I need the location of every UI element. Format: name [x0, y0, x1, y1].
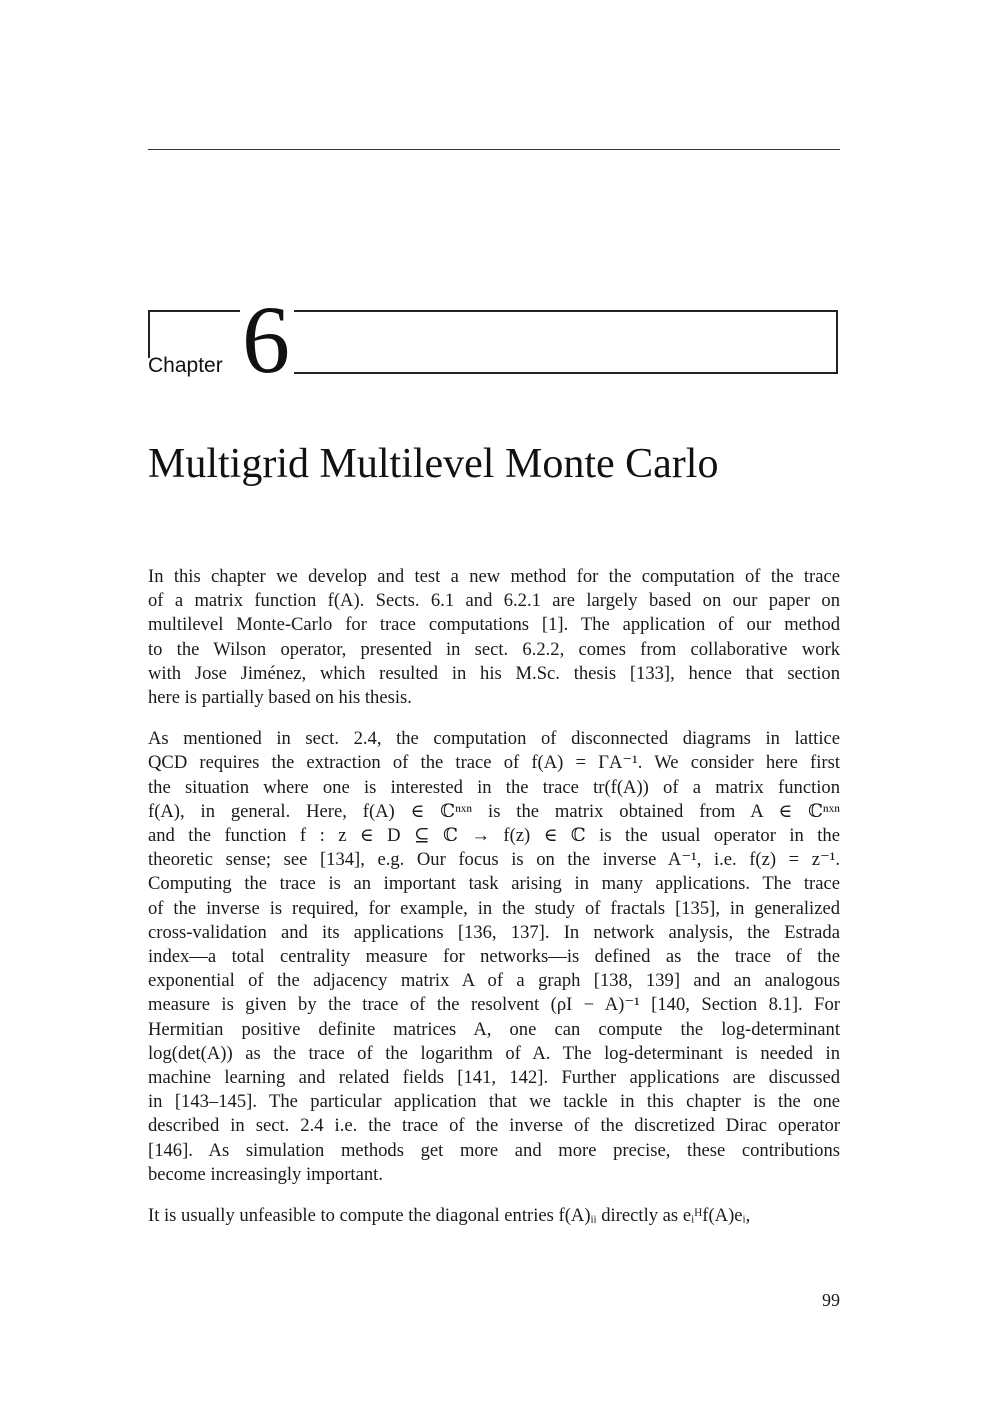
text-line: of the inverse is required, for example, in the study of fractals [135], in generalized	[148, 897, 840, 919]
text-line: in [143–145]. The particular application that we tackle in this chapter is the one	[148, 1091, 840, 1113]
text-line: cross-validation and its applications [136, 137]. In network analysis, the Estrada	[148, 921, 840, 943]
paragraph	[148, 727, 840, 1187]
text-line: Computing the trace is an important task arising in many applications. The trace	[148, 873, 840, 895]
chapter-frame-left-top	[148, 310, 240, 312]
paragraph	[148, 1204, 840, 1228]
chapter-frame-left-side	[148, 310, 150, 358]
text-line: In this chapter we develop and test a new method for the computation of the trace	[148, 566, 840, 587]
chapter-heading	[148, 286, 840, 393]
page-number: 99	[822, 1290, 840, 1310]
text-line: of a matrix function f(A). Sects. 6.1 and 6.2.1 are largely based on our paper on	[148, 590, 840, 612]
text-line: here is partially based on his thesis.	[148, 687, 412, 709]
text-line: It is usually unfeasible to compute the diagonal entries f(A)ᵢᵢ directly as eᵢᴴf(A)eᵢ,	[148, 1205, 751, 1227]
text-line: with Jose Jiménez, which resulted in his M.Sc. thesis [133], hence that section	[148, 662, 840, 684]
text-line: described in sect. 2.4 i.e. the trace of the inverse of the discretized Dirac operator	[148, 1115, 840, 1137]
text-line: Hermitian positive definite matrices A, one can compute the log-determinant	[148, 1018, 840, 1040]
text-line: to the Wilson operator, presented in sect. 6.2.2, comes from collaborative work	[148, 638, 840, 660]
text-line: [146]. As simulation methods get more and more precise, these contributions	[148, 1139, 840, 1161]
text-line: become increasingly important.	[148, 1163, 383, 1185]
header-rule	[148, 149, 840, 150]
text-line: multilevel Monte-Carlo for trace computations [1]. The application of our method	[148, 614, 840, 636]
text-line: f(A), in general. Here, f(A) ∈ ℂⁿˣⁿ is the matrix obtained from A ∈ ℂⁿˣⁿ	[148, 800, 840, 822]
text-line: machine learning and related fields [141, 142]. Further applications are discussed	[148, 1067, 840, 1089]
text-line: exponential of the adjacency matrix A of a graph [138, 139] and an analogous	[148, 970, 840, 992]
text-line: measure is given by the trace of the resolvent (ρI − A)⁻¹ [140, Section 8.1]. For	[148, 994, 840, 1016]
text-line: and the function f : z ∈ D ⊆ ℂ → f(z) ∈ ℂ is the usual operator in the	[148, 825, 840, 847]
text-line: index—a total centrality measure for networks—is defined as the trace of the	[148, 946, 840, 968]
text-line: QCD requires the extraction of the trace of f(A) = ΓA⁻¹. We consider here first	[148, 752, 840, 774]
paragraph	[148, 565, 840, 710]
body-text	[148, 565, 840, 1245]
text-line: log(det(A)) as the trace of the logarithm of A. The log-determinant is needed in	[148, 1042, 840, 1064]
text-line: the situation where one is interested in the trace tr(f(A)) of a matrix function	[148, 776, 840, 798]
chapter-title: Multigrid Multilevel Monte Carlo	[148, 441, 719, 487]
chapter-label: Chapter	[148, 354, 223, 377]
chapter-number: 6	[242, 286, 290, 393]
text-line: As mentioned in sect. 2.4, the computation of disconnected diagrams in lattice	[148, 728, 840, 750]
chapter-frame-right	[294, 310, 838, 374]
text-line: theoretic sense; see [134], e.g. Our focus is on the inverse A⁻¹, i.e. f(z) = z⁻¹.	[148, 849, 840, 871]
